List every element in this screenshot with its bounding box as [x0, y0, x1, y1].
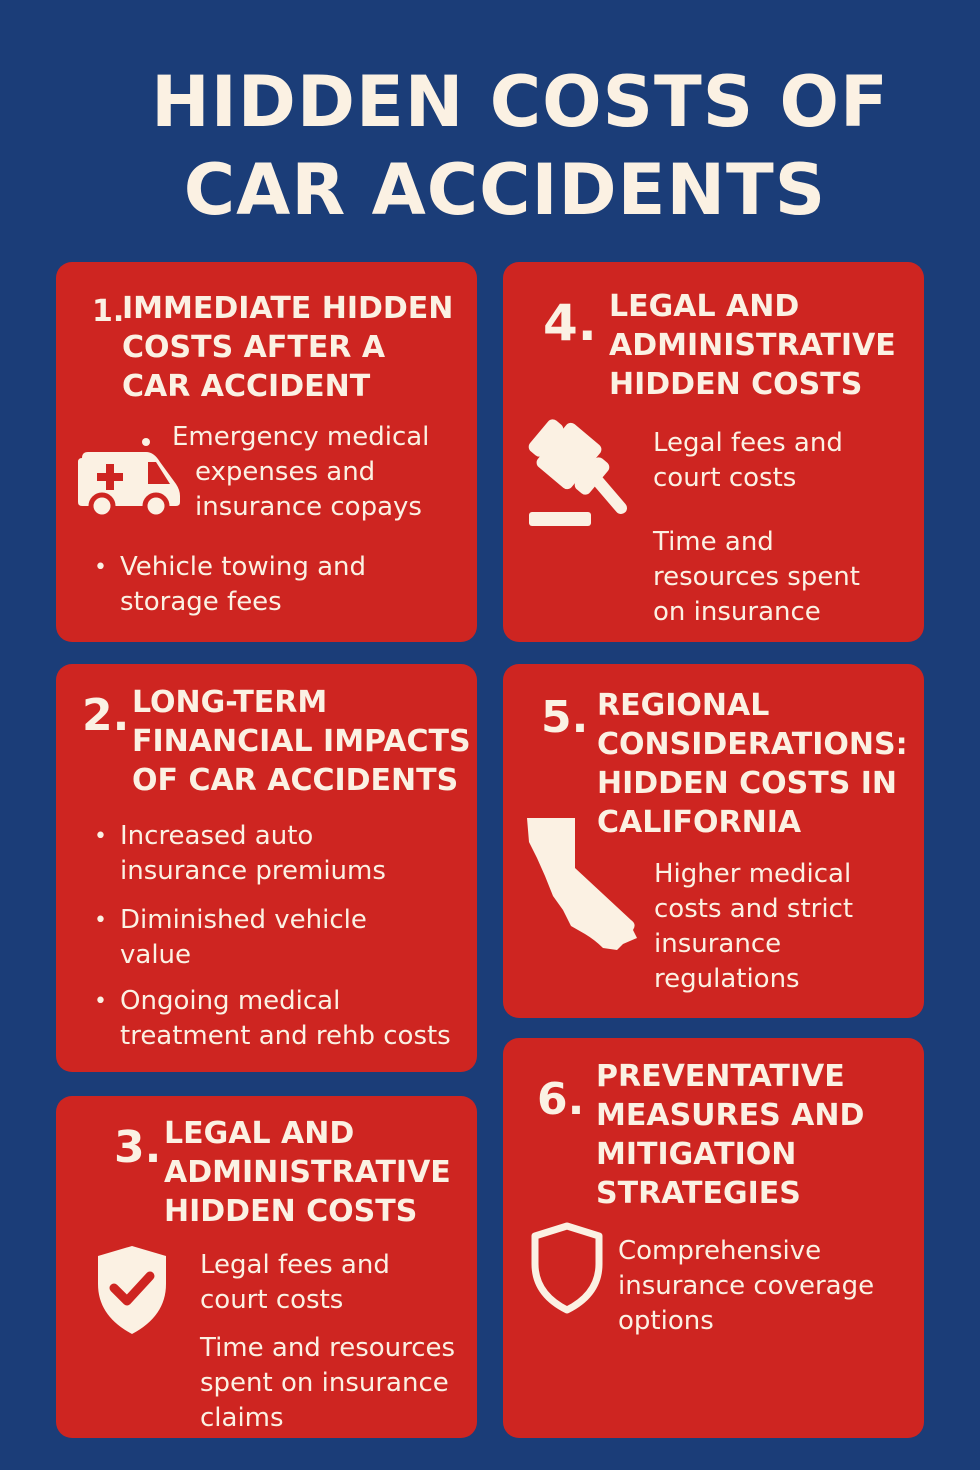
page-title — [0, 58, 980, 234]
cost-item — [120, 819, 470, 889]
card-heading — [596, 1057, 918, 1213]
bullet-icon: • — [94, 824, 107, 849]
heading-line: OF CAR ACCIDENTS — [132, 763, 459, 798]
item-line: insurance coverage — [618, 1271, 875, 1301]
heading-line: MEASURES AND — [596, 1098, 865, 1133]
cost-item — [654, 857, 919, 997]
card-heading — [164, 1114, 474, 1231]
cost-item — [200, 1331, 475, 1436]
heading-line: HIDDEN COSTS IN — [597, 766, 898, 801]
cost-item — [172, 420, 472, 525]
item-line: Legal fees and — [200, 1250, 390, 1280]
item-line: Time and — [653, 527, 774, 557]
item-line: costs and strict — [654, 894, 854, 924]
california-map-icon — [523, 814, 643, 954]
card-immediate-costs — [56, 262, 477, 642]
bullet-icon: • — [94, 908, 107, 933]
item-line: court costs — [653, 463, 797, 493]
heading-line: CAR ACCIDENT — [122, 369, 371, 404]
card-legal-admin-costs-left — [56, 1096, 477, 1438]
item-line: claims — [200, 1403, 284, 1433]
bullet-icon: • — [94, 555, 107, 580]
card-heading — [132, 683, 472, 800]
ambulance-icon — [76, 434, 184, 518]
card-regional-california — [503, 664, 924, 1018]
card-number: 1. — [92, 294, 125, 329]
heading-line: HIDDEN COSTS — [609, 367, 863, 402]
item-line: insurance premiums — [120, 856, 386, 886]
cost-item — [618, 1234, 918, 1339]
cost-item — [200, 1248, 475, 1318]
item-line: value — [120, 940, 192, 970]
title-line-2: CAR ACCIDENTS — [183, 149, 827, 231]
card-number: 3. — [114, 1122, 162, 1173]
item-line: Time and resources — [200, 1333, 456, 1363]
card-number: 6. — [537, 1074, 585, 1125]
heading-line: LEGAL AND — [164, 1116, 355, 1151]
item-line: Emergency medical — [172, 422, 430, 452]
heading-line: REGIONAL — [597, 688, 770, 723]
card-number: 4. — [543, 294, 597, 352]
title-line-1: HIDDEN COSTS OF — [151, 61, 889, 143]
cost-item — [120, 903, 470, 973]
heading-line: LEGAL AND — [609, 289, 800, 324]
card-preventative-measures — [503, 1038, 924, 1438]
shield-check-icon — [94, 1244, 170, 1336]
heading-line: STRATEGIES — [596, 1176, 801, 1211]
gavel-icon — [523, 412, 633, 530]
cost-item — [120, 984, 475, 1054]
item-line: treatment and rehb costs — [120, 1021, 451, 1051]
card-heading — [609, 287, 921, 404]
item-line: options — [618, 1306, 714, 1336]
cost-item — [653, 426, 918, 496]
heading-line: ADMINISTRATIVE — [164, 1155, 451, 1190]
item-line: Diminished vehicle — [120, 905, 367, 935]
heading-line: COSTS AFTER A — [122, 330, 386, 365]
heading-line: IMMEDIATE HIDDEN — [122, 291, 454, 326]
card-number: 5. — [541, 692, 589, 743]
item-line: court costs — [200, 1285, 344, 1315]
item-line: Vehicle towing and — [120, 552, 366, 582]
heading-line: MITIGATION — [596, 1137, 797, 1172]
heading-line: HIDDEN COSTS — [164, 1194, 418, 1229]
heading-line: PREVENTATIVE — [596, 1059, 845, 1094]
item-line: expenses and — [195, 457, 376, 487]
heading-line: ADMINISTRATIVE — [609, 328, 896, 363]
card-heading — [597, 686, 919, 842]
heading-line: CALIFORNIA — [597, 805, 802, 840]
card-number: 2. — [82, 690, 130, 741]
bullet-icon: • — [94, 989, 107, 1014]
shield-icon — [529, 1222, 605, 1314]
item-line: regulations — [654, 964, 800, 994]
item-line: storage fees — [120, 587, 282, 617]
cost-item — [120, 550, 470, 620]
item-line: Higher medical — [654, 859, 852, 889]
item-line: Ongoing medical — [120, 986, 341, 1016]
heading-line: FINANCIAL IMPACTS — [132, 724, 471, 759]
item-line: Legal fees and — [653, 428, 843, 458]
item-line: Increased auto — [120, 821, 314, 851]
item-line: resources spent — [653, 562, 860, 592]
item-line: insurance — [654, 929, 782, 959]
card-heading — [122, 289, 472, 406]
item-line: insurance copays — [195, 492, 422, 522]
card-long-term-impacts — [56, 664, 477, 1072]
item-line: spent on insurance — [200, 1368, 449, 1398]
item-line: on insurance — [653, 597, 821, 627]
card-legal-admin-costs-right — [503, 262, 924, 642]
heading-line: LONG-TERM — [132, 685, 328, 720]
cost-item — [653, 525, 918, 630]
heading-line: CONSIDERATIONS: — [597, 727, 908, 762]
item-line: Comprehensive — [618, 1236, 822, 1266]
